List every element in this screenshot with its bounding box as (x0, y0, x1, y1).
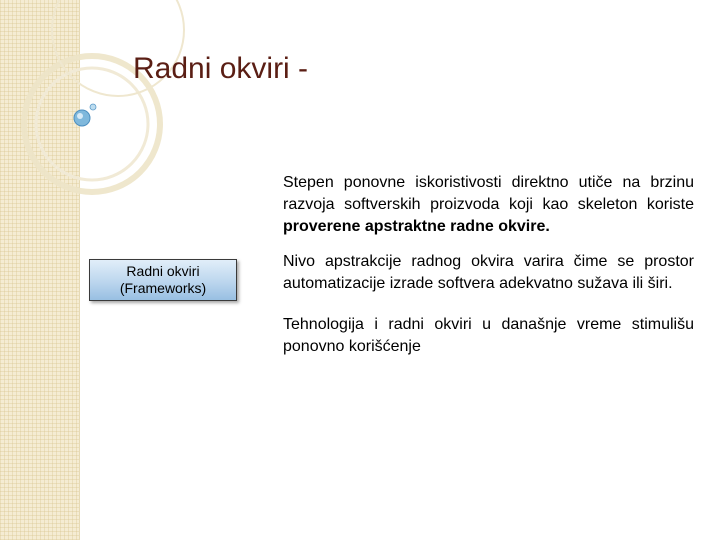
frameworks-box (89, 259, 237, 301)
paragraph-reusability (283, 172, 694, 238)
frameworks-box-line2: (Frameworks) (119, 280, 207, 296)
content-text (283, 172, 694, 358)
paragraph-abstraction: Nivo apstrakcije radnog okvira varira čime se prostor automatizacije izrade softvera adekvatno sužava ili širi. (283, 253, 694, 292)
slide-title: Radni okviri - (133, 52, 309, 85)
paragraph-technology: Tehnologija i radni okviri u današnje vreme stimulišu ponovno korišćenje (283, 316, 694, 355)
paragraph-reusability-text: Stepen ponovne iskoristivosti direktno utiče na brzinu razvoja softverskih proizvoda koji kao skeleton koriste (283, 174, 694, 213)
paragraph-reusability-bold: proverene apstraktne radne okvire. (283, 218, 550, 235)
frameworks-box-line1: Radni okviri (126, 263, 200, 279)
decorative-circles (0, 0, 200, 220)
